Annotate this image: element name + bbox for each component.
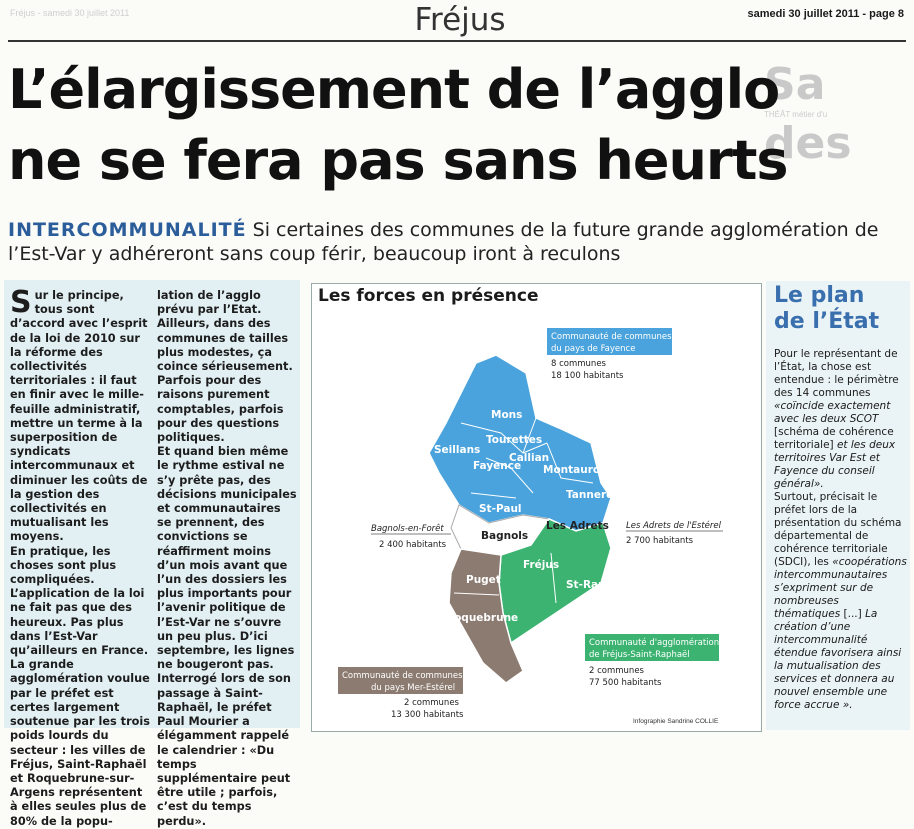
- fayence-habitants: 18 100 habitants: [551, 371, 624, 381]
- headline-line-1: L’élargissement de l’agglo: [8, 58, 780, 121]
- kicker: INTERCOMMUNALITÉ: [8, 219, 247, 241]
- article-column-2: [157, 289, 297, 829]
- header-rule: [8, 40, 906, 42]
- sidebar-text-quote: et les deux territoires Var Est et Fayence du conseil général».: [774, 439, 896, 490]
- town-label: Montauroux: [543, 464, 615, 476]
- article-paragraph: La grande agglomération voulue par le préfet est certes largement soutenue par les trois poids lourds du secteur : les villes de Fréjus, Saint-Raphaël et Roquebrune-sur-Argens représentent à elles seules plus de 80% de la popu-: [10, 658, 151, 828]
- fayence-label-2: du pays de Fayence: [551, 344, 636, 354]
- bagnols-note-label: Bagnols-en-Forêt: [371, 524, 444, 534]
- town-label: St-Paul: [479, 503, 522, 515]
- mer-esterel-habitants: 13 300 habitants: [391, 710, 464, 720]
- mer-esterel-label-2: du pays Mer-Estérel: [371, 683, 456, 693]
- sidebar-text-quote: «coopérations intercommunautaires s’expriment sur de nombreuses thématiques: [774, 556, 907, 620]
- adrets-note-habitants: 2 700 habitants: [626, 536, 694, 546]
- town-label: Mons: [491, 409, 523, 421]
- sidebar-text-plain: Surtout, précisait le préfet lors de la présentation du schéma départemental de cohérence territoriale (SDCI), les: [774, 491, 902, 568]
- drop-cap: S: [10, 285, 32, 320]
- cavem-communes: 2 communes: [589, 666, 644, 676]
- bleed-word-2: des: [764, 118, 852, 169]
- article-paragraph: Et quand bien même le rythme estival ne s’y prête pas, des décisions municipales et communautaires se prennent, des convictions se réaffirment moins d’un mois avant que l’un des dossiers les plus importants pour l’avenir politique de l’Est-Var ne s’ouvre un peu plus. D’ici septembre, les lignes ne bougeront pas. Interrogé lors de son passage à Saint-Raphaël, le préfet Paul Mourier a élégamment rappelé le calendrier : «Du temps supplémentaire peut être utile ; parfois, c’est du temps perdu».: [157, 445, 297, 828]
- town-label: Fayence: [473, 460, 522, 472]
- ghost-header-text: Fréjus - samedi 30 juillet 2011: [10, 8, 130, 18]
- section-title: Fréjus: [414, 2, 506, 38]
- bleed-small: THÉÂT métier d'u: [764, 110, 828, 119]
- town-label: Seillans: [434, 444, 481, 456]
- sidebar-title-line-2: de l’État: [774, 309, 880, 334]
- sidebar-text: [774, 348, 908, 712]
- article-paragraph-text: ur le principe, tous sont d’accord avec l’esprit de la loi de 2010 sur la réforme des collectivités territoriales : il faut en finir avec le mille-feuille administratif, mettre un terme à la superposition de syndicats intercommunaux et diminuer les coûts de la gestion des collectivités en mutualisant les moyens.: [10, 289, 148, 544]
- article-paragraph: [10, 285, 150, 545]
- mer-esterel-label-1: Communauté de communes: [342, 671, 463, 681]
- cavem-label-2: de Fréjus-Saint-Raphaël: [589, 650, 690, 660]
- article-paragraph: En pratique, les choses sont plus compliquées. L’application de la loi ne fait pas que des heureux. Pas plus dans l’Est-Var qu’ailleurs en France.: [10, 544, 149, 658]
- fayence-communes: 8 communes: [551, 359, 606, 369]
- cavem-label-1: Communauté d'agglomération: [589, 638, 720, 648]
- bleed-word-1: Sa: [764, 60, 826, 110]
- mer-esterel-communes: 2 communes: [404, 698, 459, 708]
- sidebar-title-line-1: Le plan: [774, 283, 865, 308]
- article-column-1: [10, 285, 151, 829]
- map-title: Les forces en présence: [318, 286, 539, 306]
- town-label: Les Adrets: [546, 520, 609, 532]
- date-page: samedi 30 juillet 2011 - page 8: [747, 8, 904, 20]
- sidebar-title: [774, 283, 879, 335]
- town-label: Roquebrune: [446, 612, 519, 624]
- sidebar-text-plain: [...]: [840, 608, 866, 620]
- fayence-label-1: Communauté de communes: [551, 332, 672, 342]
- town-label: St-Raphaël: [566, 579, 631, 591]
- town-label: Puget: [466, 574, 501, 586]
- adrets-note-label: Les Adrets de l'Estérel: [626, 521, 721, 531]
- town-label: Tourettes: [486, 434, 543, 446]
- sidebar-text-quote: La création d’une intercommunalité étendue favorisera ainsi la mutualisation des services et donnera au nouvel ensemble une force accrue ».: [774, 608, 902, 711]
- bagnols-note-habitants: 2 400 habitants: [379, 540, 447, 550]
- sidebar-text-quote: «coïncide exactement avec les deux SCOT: [774, 400, 891, 425]
- article-paragraph: lation de l’agglo prévu par l’Etat. Ailleurs, dans des communes de tailles plus modestes, ça coince sérieusement. Parfois pour des raisons purement comptables, parfois pour des questions politiques.: [157, 289, 293, 445]
- town-label: Tanneron: [566, 489, 621, 501]
- sidebar-text-plain: [schéma de cohérence territoriale]: [774, 426, 894, 451]
- sidebar-text-plain: Pour le représentant de l’État, la chose est entendue : le périmètre des 14 communes: [774, 348, 899, 399]
- town-label: Bagnols: [481, 530, 529, 542]
- headline-line-2: ne se fera pas sans heurts: [8, 129, 788, 192]
- town-label: Callian: [509, 452, 550, 464]
- map-svg: [311, 283, 761, 731]
- town-label: Fréjus: [523, 559, 560, 571]
- map-credit: Infographie Sandrine COLLIE: [633, 718, 719, 725]
- deck: [8, 218, 908, 266]
- deck-text: Si certaines des communes de la future grande agglomération de l’Est-Var y adhéreront sans coup férir, beaucoup iront à reculons: [8, 219, 879, 265]
- cavem-habitants: 77 500 habitants: [589, 678, 662, 688]
